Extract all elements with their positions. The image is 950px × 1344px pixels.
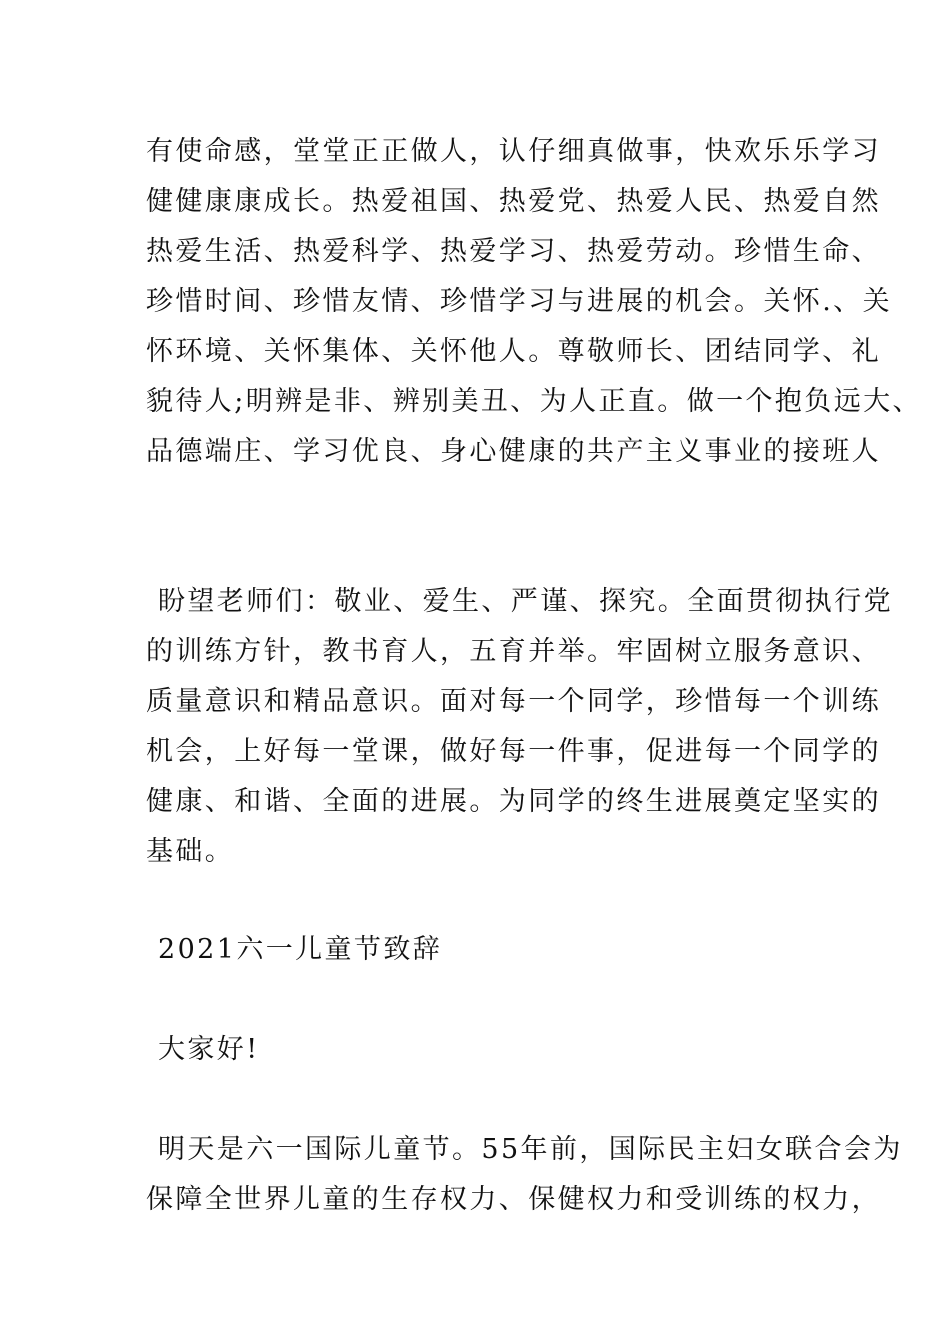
text-line: 盼望老师们：敬业、爱生、严谨、探究。全面贯彻执行党 xyxy=(158,586,893,617)
text-line: 怀环境、关怀集体、关怀他人。尊敬师长、团结同学、礼 xyxy=(146,336,881,367)
text-line: 热爱生活、热爱科学、热爱学习、热爱劳动。珍惜生命、 xyxy=(146,236,881,267)
text-line: 有使命感，堂堂正正做人，认仔细真做事，快欢乐乐学习 xyxy=(146,136,881,167)
text-line: 质量意识和精品意识。面对每一个同学，珍惜每一个训练 xyxy=(146,686,881,717)
greeting: 大家好! xyxy=(158,1034,260,1065)
section-heading: 2021六一儿童节致辞 xyxy=(158,934,443,965)
text-line: 明天是六一国际儿童节。55年前，国际民主妇女联合会为 xyxy=(158,1134,903,1165)
text-line: 健康、和谐、全面的进展。为同学的终生进展奠定坚实的 xyxy=(146,786,881,817)
text-line: 机会，上好每一堂课，做好每一件事，促进每一个同学的 xyxy=(146,736,881,767)
text-line: 貌待人;明辨是非、辨别美丑、为人正直。做一个抱负远大、 xyxy=(146,386,922,417)
text-line: 基础。 xyxy=(146,836,235,867)
text-line: 的训练方针，教书育人，五育并举。牢固树立服务意识、 xyxy=(146,636,881,667)
text-line: 珍惜时间、珍惜友情、珍惜学习与进展的机会。关怀.、关 xyxy=(146,286,892,317)
text-line: 健健康康成长。热爱祖国、热爱党、热爱人民、热爱自然 xyxy=(146,186,881,217)
text-line: 品德端庄、学习优良、身心健康的共产主义事业的接班人 xyxy=(146,436,881,467)
text-line: 保障全世界儿童的生存权力、保健权力和受训练的权力， xyxy=(146,1184,881,1215)
